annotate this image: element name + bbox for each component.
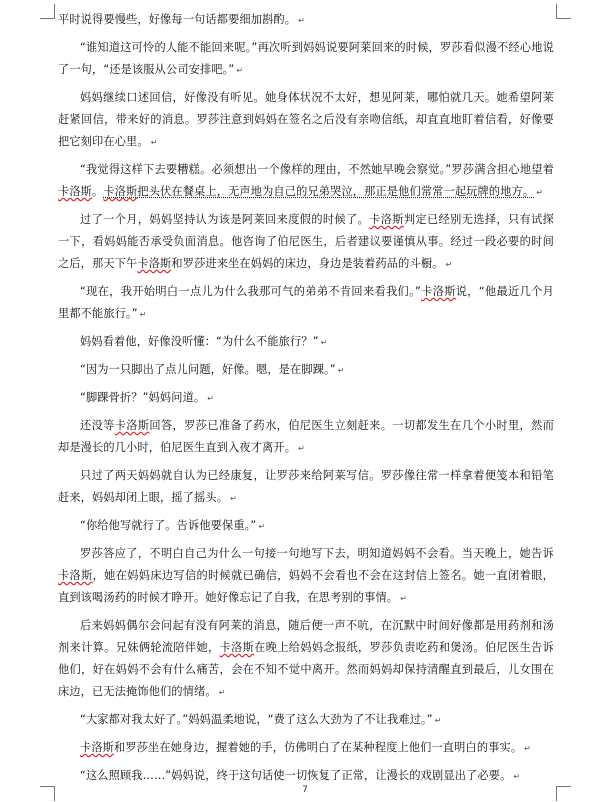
page-number: 7: [302, 785, 308, 795]
paragraph-12: “你给他写就行了。告诉他要保重。” ↵: [80, 519, 266, 532]
paragraph-6: “现在，我开始明白一点儿为什么我那可气的弟弟不肯回来看我们。”卡洛斯说，“他最近几个月里都不能旅行。” ↵: [58, 285, 554, 320]
paragraph-10: 还没等卡洛斯回答，罗莎已准备了药水，伯尼医生立刻赶来。一切都发生在几个小时里，然而却是漫长的几小时，伯尼医生直到入夜才离开。 ↵: [58, 419, 554, 454]
paragraph-9: “脚踝骨折？”妈妈问道。 ↵: [80, 391, 215, 404]
paragraph-4: “我觉得这样下去要糟糕。必须想出一个像样的理由，不然她早晚会察觉。”罗莎满含担心地望着卡洛斯。卡洛斯把头伏在餐桌上，无声地为自己的兄弟哭泣，那正是他们常常一起玩牌的地方。 ↵: [58, 163, 554, 198]
paragraph-17: “这么照顾我……”妈妈说，终于这句话使一切恢复了正常，让漫长的戏剧显出了必要。 ↵: [80, 769, 521, 782]
spellcheck-name: 卡洛斯: [137, 257, 172, 270]
spellcheck-name: 卡洛斯: [103, 185, 138, 198]
body-text: [58, 9, 554, 793]
paragraph-3: 妈妈继续口述回信，好像没有听见。她身体状况不太好，想见阿莱，哪怕就几天。她希望阿莱赶紧回信，带来好的消息。罗莎注意到妈妈在签名之后没有亲吻信纸，却直直地盯着信看，好像要把它刻印在心里。 ↵: [58, 91, 554, 148]
spellcheck-name: 卡洛斯: [369, 213, 404, 226]
spellcheck-name: 卡洛斯: [80, 741, 115, 754]
paragraph-16: 卡洛斯和罗莎坐在她身边，握着她的手，仿佛明白了在某种程度上他们一直明白的事实。 ↵: [80, 741, 532, 754]
paragraph-8: “因为一只脚出了点儿问题，好像。嗯，是在脚踝。” ↵: [80, 363, 345, 376]
paragraph-15: “大家都对我太好了。”妈妈温柔地说，“费了这么大劲为了不让我难过。” ↵: [80, 713, 442, 726]
crop-mark-top-right: [556, 4, 571, 19]
crop-mark-top-left: [40, 4, 55, 19]
paragraph-14: 后来妈妈偶尔会问起有没有阿莱的消息，随后便一声不吭，在沉默中时间好像都是用药剂和汤剂来计算。兄妹俩轮流陪伴她，卡洛斯在晚上给妈妈念报纸，罗莎负责吃药和煲汤。伯尼医生告诉他们，好在妈妈不会有什么痛苦，会在不知不觉中离开。然而妈妈却保持清醒直到最后，儿女围在床边，已无法掩饰他们的情绪。 ↵: [58, 619, 555, 698]
paragraph-1: 平时说得要慢些，好像每一句话都要细加斟酌。 ↵: [58, 13, 305, 26]
paragraph-7: 妈妈看着他，好像没听懂：“为什么不能旅行？” ↵: [80, 335, 328, 348]
paragraph-13: 罗莎答应了，不明白自己为什么一句接一句地写下去，明知道妈妈不会看。当天晚上，她告诉卡洛斯，她在妈妈床边写信的时候就已确信，妈妈不会看也不会在这封信上签名。她一直闭着眼，直到该喝汤药的时候才睁开。她好像忘记了自我，在思考别的事情。 ↵: [58, 547, 554, 604]
paragraph-2: “谁知道这可怜的人能不能回来呢。”再次听到妈妈说要阿莱回来的时候，罗莎看似漫不经心地说了一句，“还是该服从公司安排吧。” ↵: [58, 41, 554, 76]
paragraph-5: 过了一个月，妈妈坚持认为该是阿莱回来度假的时候了。卡洛斯判定已经别无选择，只有试探一下，看妈妈能否承受负面消息。他咨询了伯尼医生，后者建议要谨慎从事。经过一段必要的时间之后，那天下午卡洛斯和罗莎进来坐在妈妈的床边，身边是装着药品的斗橱。 ↵: [58, 213, 554, 270]
spellcheck-name: 卡洛斯: [58, 569, 93, 582]
spellcheck-name: 卡洛斯: [219, 641, 255, 654]
spellcheck-name: 卡洛斯: [114, 419, 150, 432]
spellcheck-name: 卡洛斯: [58, 185, 93, 198]
underlined-sentence: 卡洛斯把头伏在餐桌上，无声地为自己的兄弟哭泣，那正是他们常常一起玩牌的地方。: [103, 185, 535, 198]
spellcheck-name: 卡洛斯: [420, 285, 456, 298]
paragraph-11: 只过了两天妈妈就自认为已经康复，让罗莎来给阿莱写信。罗莎像往常一样拿着便笺本和铅笔赶来，妈妈却闭上眼，摇了摇头。 ↵: [58, 469, 554, 504]
